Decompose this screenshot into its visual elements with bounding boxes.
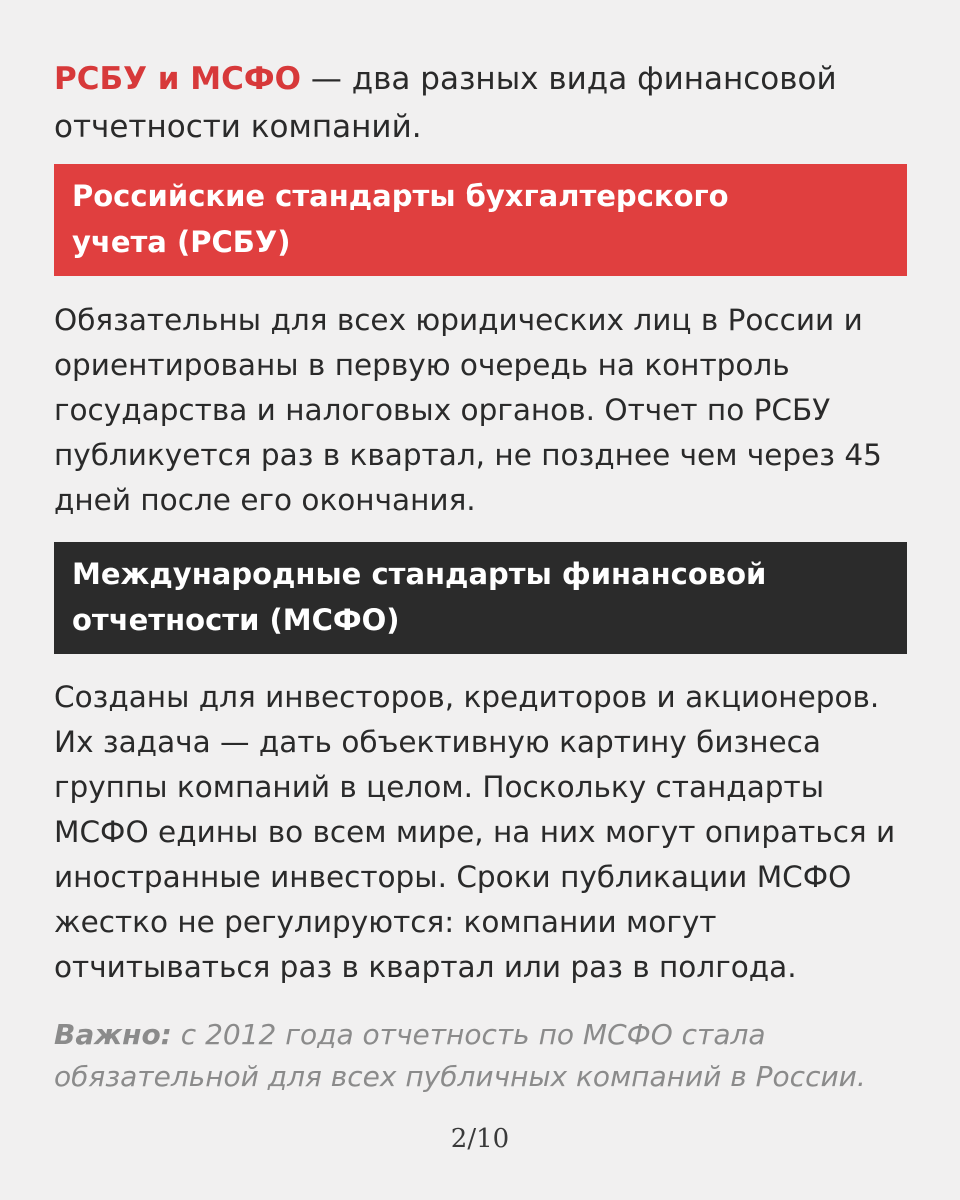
rsbu-heading-banner [54,164,907,276]
msfo-heading-banner [54,542,907,654]
rsbu-heading-line-1: Российские стандарты бухгалтерского [72,179,729,213]
msfo-description: Созданы для инвесторов, кредиторов и акционеров. Их задача — дать объективную картину бизнеса группы компаний в целом. Поскольку стандарты МСФО едины во всем мире, на них могут опираться и иностранные инвесторы. Сроки публикации МСФО жестко не регулируются: компании могут отчитываться раз в квартал или раз в полгода. [54,680,896,984]
important-note-text: с 2012 года отчетность по МСФО стала обязательной для всех публичных компаний в России. [54,1018,866,1093]
intro-text [54,55,914,151]
msfo-heading-line-2: отчетности (МСФО) [72,603,400,637]
msfo-heading-line-1: Международные стандарты финансовой [72,557,767,591]
rsbu-description: Обязательны для всех юридических лиц в России и ориентированы в первую очередь на контроль государства и налоговых органов. Отчет по РСБУ публикуется раз в квартал, не позднее чем через 45 дней после его окончания. [54,303,882,517]
intro-highlight: РСБУ и МСФО [54,61,302,97]
important-note-label: Важно: [54,1018,172,1051]
intro-rest: — два разных вида финансовой отчетности компаний. [54,61,837,145]
important-note [54,1014,914,1098]
page-number: 2/10 [450,1124,510,1154]
rsbu-heading-line-2: учета (РСБУ) [72,225,291,259]
